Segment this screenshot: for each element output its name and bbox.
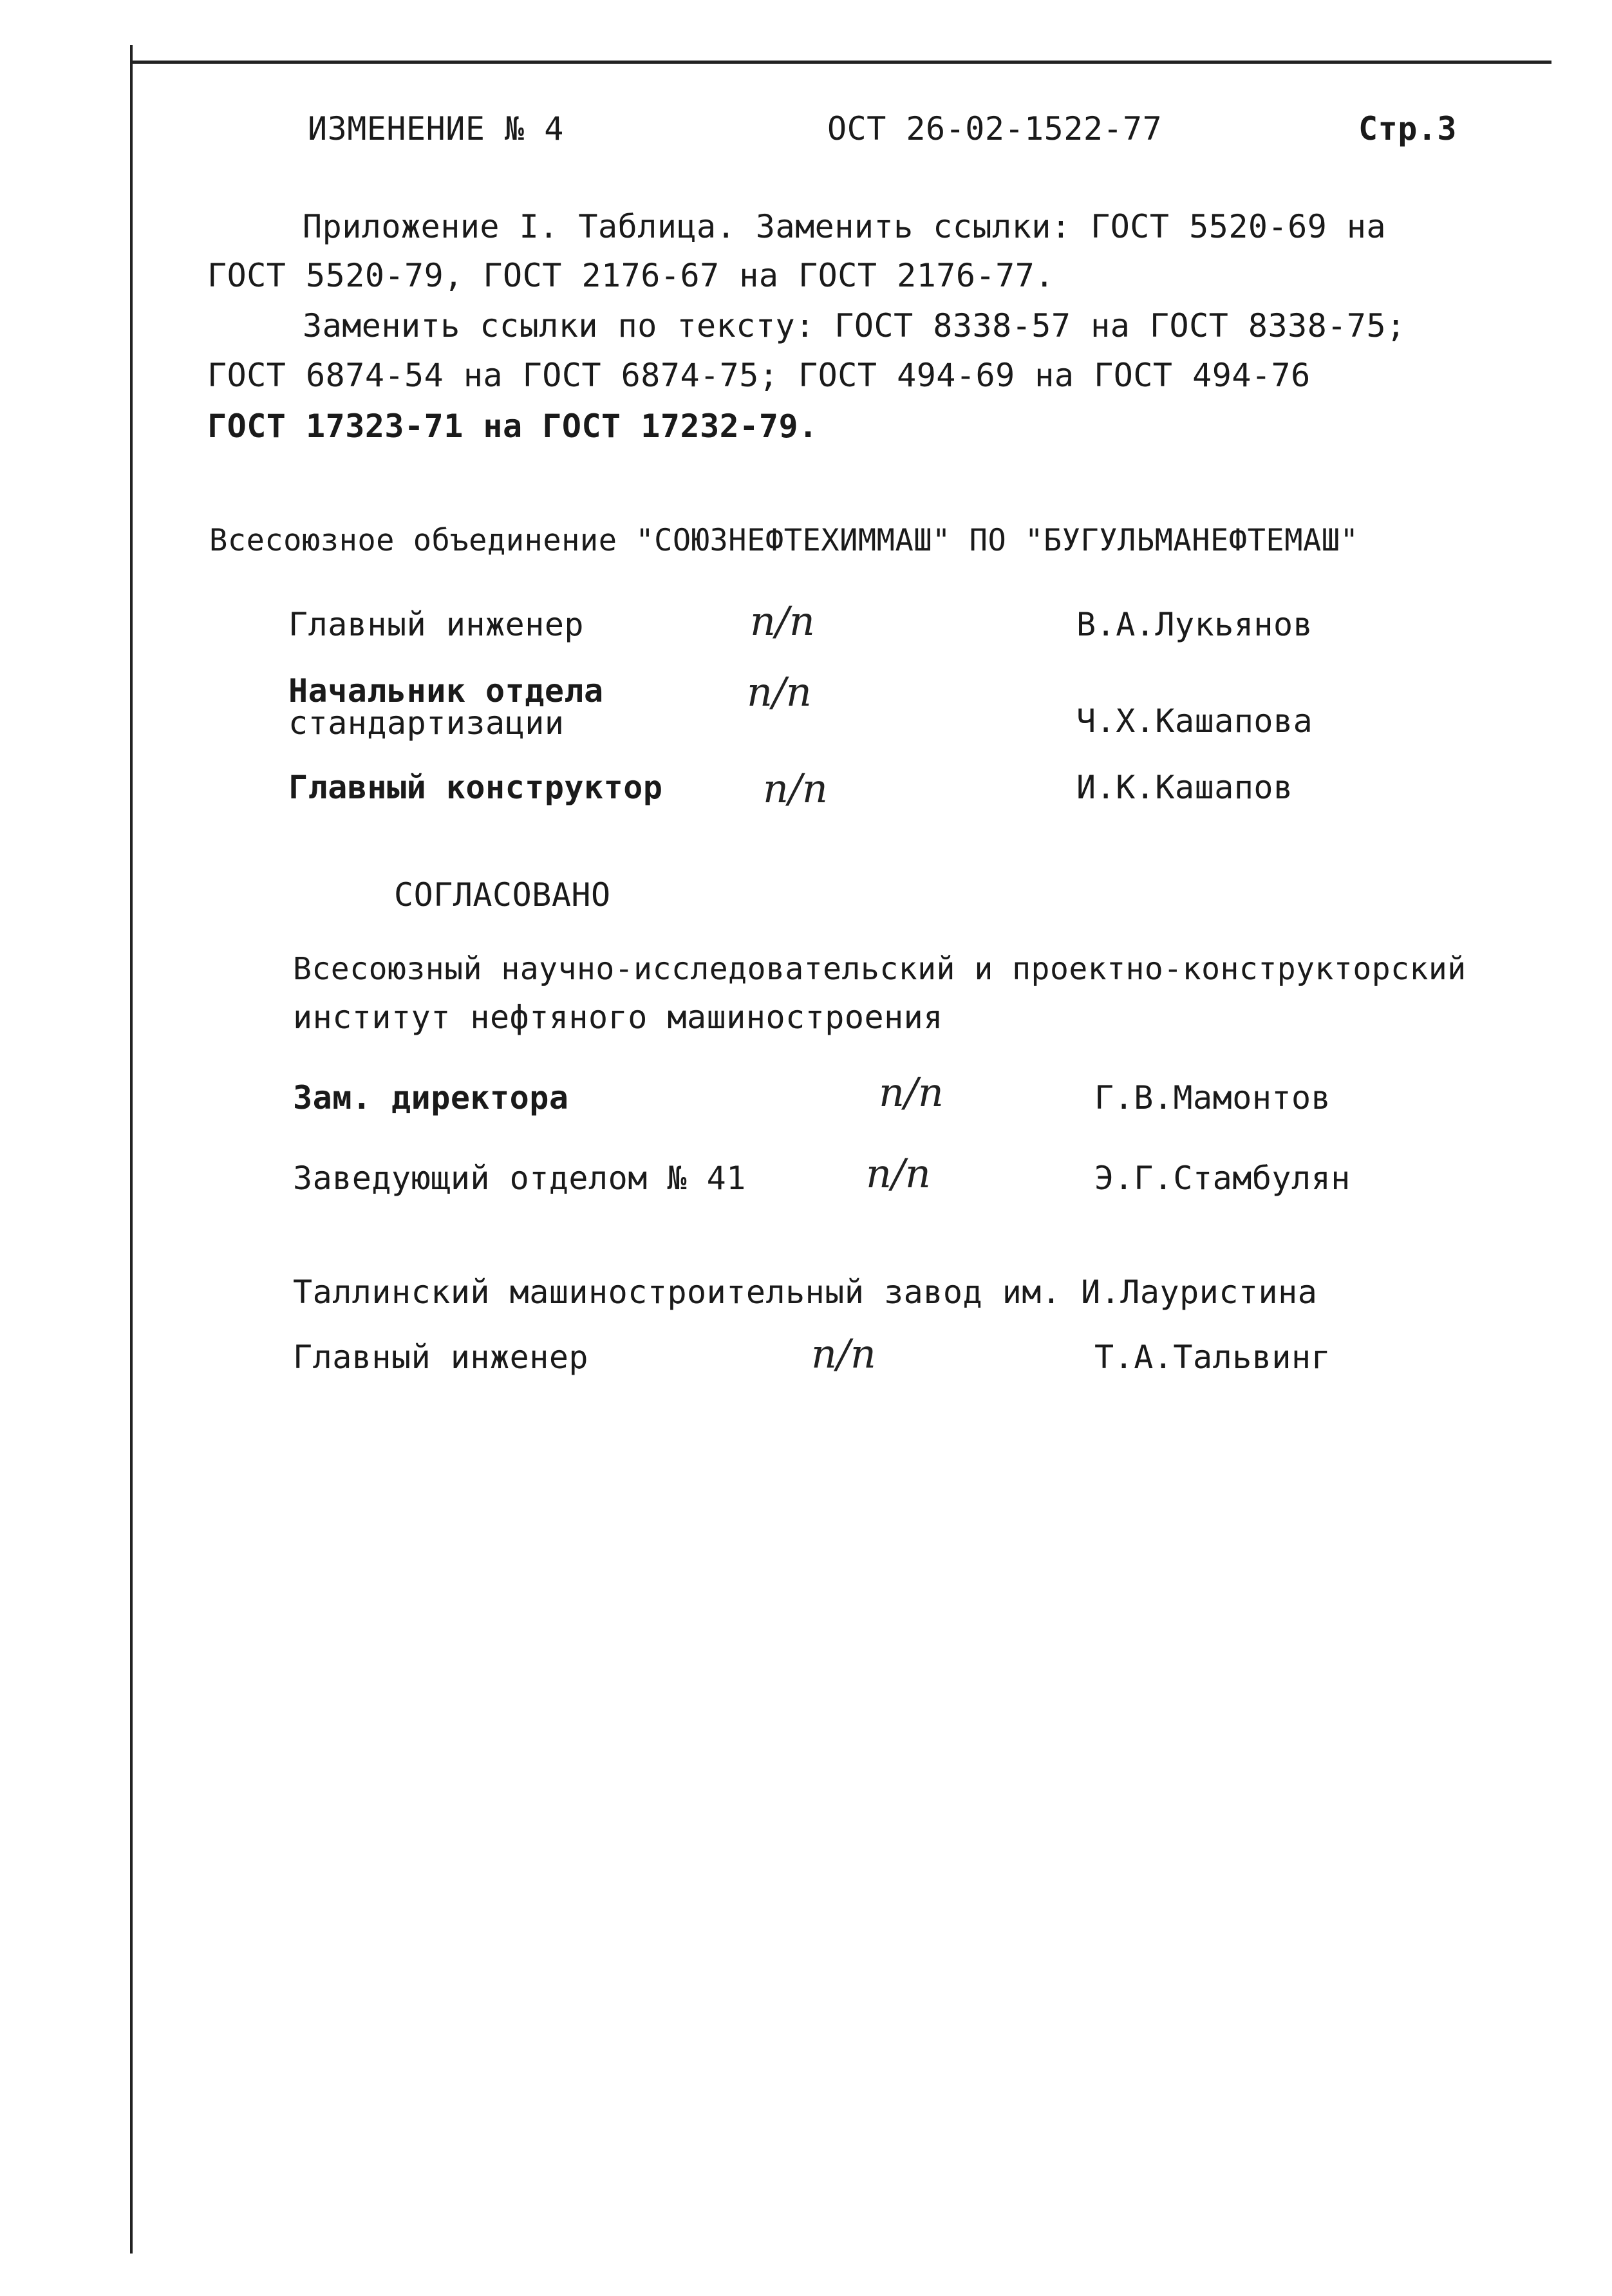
signature-mark: п/п — [763, 765, 828, 812]
body-line-3: Заменить ссылки по тексту: ГОСТ 8338-57 на ГОСТ 8338-75; — [303, 307, 1406, 344]
signature-mark: п/п — [879, 1069, 944, 1116]
org3-title: Таллинский машиностроительный завод им. И.Лауристина — [293, 1274, 1318, 1311]
org1-role-2-line2: стандартизации — [288, 704, 565, 742]
institute-line-2: институт нефтяного машиностроения — [293, 999, 943, 1036]
org3-name-1: Т.А.Тальвинг — [1094, 1339, 1331, 1376]
standard-number: ОСТ 26-02-1522-77 — [827, 110, 1163, 147]
signature-mark: п/п — [811, 1330, 876, 1377]
agreed-role-1: Зам. директора — [293, 1079, 569, 1116]
body-line-5: ГОСТ 17323-71 на ГОСТ 17232-79. — [207, 408, 818, 445]
org3-role-1: Главный инженер — [293, 1339, 589, 1376]
org1-name-3: И.К.Кашапов — [1076, 769, 1293, 806]
left-border-line — [130, 45, 133, 2254]
body-line-2: ГОСТ 5520-79, ГОСТ 2176-67 на ГОСТ 2176-77. — [207, 257, 1054, 294]
institute-line-1: Всесоюзный научно-исследовательский и проектно-конструкторский — [293, 951, 1467, 987]
top-border-line — [132, 61, 1551, 64]
page-number: Стр.3 — [1358, 110, 1457, 147]
agreed-name-2: Э.Г.Стамбулян — [1094, 1160, 1351, 1197]
change-number: ИЗМЕНЕНИЕ № 4 — [308, 110, 564, 147]
agreed-name-1: Г.В.Мамонтов — [1094, 1079, 1331, 1116]
signature-mark: п/п — [866, 1150, 931, 1197]
signature-mark: п/п — [747, 668, 812, 715]
body-line-1: Приложение I. Таблица. Заменить ссылки: ГОСТ 5520-69 на — [303, 208, 1387, 245]
org1-role-1: Главный инженер — [288, 606, 585, 643]
agreed-heading: СОГЛАСОВАНО — [394, 876, 611, 914]
org1-name-2: Ч.Х.Кашапова — [1076, 702, 1313, 740]
body-line-4: ГОСТ 6874-54 на ГОСТ 6874-75; ГОСТ 494-69 на ГОСТ 494-76 — [207, 357, 1311, 394]
org1-role-2-line1: Начальник отдела — [288, 672, 604, 710]
org1-role-3: Главный конструктор — [288, 769, 663, 806]
org1-name-1: В.А.Лукьянов — [1076, 606, 1313, 643]
agreed-role-2: Заведующий отделом № 41 — [293, 1160, 746, 1197]
org1-title: Всесоюзное объединение "СОЮЗНЕФТЕХИММАШ" ПО "БУГУЛЬМАНЕФТЕМАШ" — [209, 523, 1359, 558]
signature-mark: п/п — [750, 598, 815, 645]
